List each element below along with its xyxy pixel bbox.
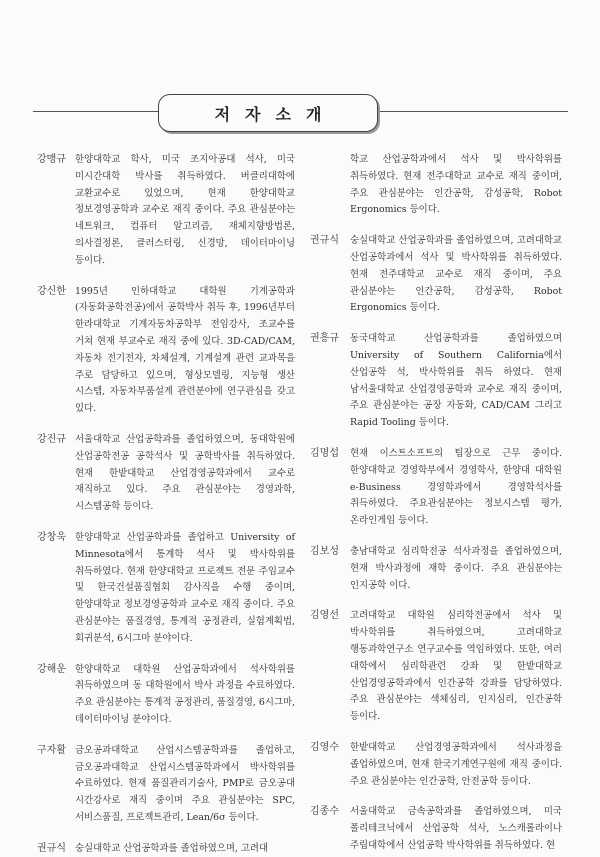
author-name: 권규식 — [37, 842, 66, 854]
section-title: 저자소개 — [214, 104, 337, 124]
author-entry — [37, 662, 295, 729]
author-bio: 숭실대학교 산업공학과를 졸업하였으며, 고려대 — [75, 842, 269, 854]
author-name: 김영선 — [310, 610, 339, 622]
author-name: 권규식 — [310, 235, 339, 247]
author-name: 김명섭 — [310, 447, 339, 459]
author-name: 구자활 — [37, 744, 66, 756]
right-column — [310, 152, 562, 855]
section-title-box — [158, 94, 378, 132]
author-bio: 숭실대학교 산업공학과를 졸업하였으며, 고려대학교 산업공학과에서 석사 및 박사학위를 취득하였다. 현재 전주대학교 교수로 재직 중이며, 주요 관심분야는 인간공학, 감성공학, Robot Ergonomics 등이다. — [350, 235, 562, 314]
author-entry-continued — [310, 152, 562, 219]
author-bio: 한양대학교 산업공학과를 졸업하고 University of Minnesota에서 통계학 석사 및 박사학위를 취득하였다. 현재 한양대학교 프로젝트 전문 주임교수 및 한국건설품질협회 감사직을 수행 중이며, 한양대학교 정보경영공학과 교수로 재직 중이다. 주요 관심분야는 품질경영, 통계적 공정관리, 실험계획법, 회귀분석, 6시그마 분야이다. — [75, 531, 295, 644]
author-name: 김종수 — [310, 806, 339, 818]
author-bio: 한양대학교 대학원 산업공학과에서 석사학위를 취득하였으며 동 대학원에서 박사 과정을 수료하였다. 주요 관심분야는 통계적 공정관리, 품질경영, 6시그마, 데이터마이닝 분야이다. — [75, 663, 295, 725]
author-bio: 현재 이스트소프트의 팀장으로 근무 중이다. 한양대학교 경영학부에서 경영학사, 한양대 대학원 e-Business 경영학과에서 경영학석사를 취득하였다. 주요관심분야는 정보시스템 평가, 온라인게임 등이다. — [350, 447, 562, 527]
author-bio: 고려대학교 대학원 심리학전공에서 석사 및 박사학위를 취득하였으며, 고려대학교 행동과학연구소 연구교수를 역임하였다. 또한, 여러 대학에서 심리학관련 강좌 및 한밭대학교 산업경영공학과에서 인간공학 강좌를 담당하였다. 주요 관심분야는 색체심리, 인지심리, 인간공학 등이다. — [350, 610, 562, 723]
author-name: 강신한 — [37, 285, 66, 297]
author-bio: 한양대학교 학사, 미국 조지아공대 석사, 미국 미시간대학 박사를 취득하였다. 버클리대학에 교환교수로 있었으며, 현재 한양대학교 정보경영공학과 교수로 재직 중이다. 주요 관심분야는 네트워크, 컴퓨터 알고리즘, 재체지향방법론, 의사결정론, 클러스터링, 신경망, 데이터마이닝 등이다. — [75, 154, 295, 266]
author-name: 권흥규 — [310, 333, 339, 345]
author-bio: 금오공과대학교 산업시스템공학과를 졸업하고, 금오공과대학교 산업시스템공학과에서 박사학위를 수료하였다. 현재 품질관리기술사, PMP로 금오공대 시간강사로 재직 중이며 주요 관심분야는 SPC, 서비스품질, 프로젝트관리, Lean/6σ 등이다. — [75, 744, 295, 823]
author-entry — [310, 804, 562, 854]
author-entry — [310, 233, 562, 317]
author-bio: 서울대학교 금속공학과를 졸업하였으며, 미국 폴리테크닉에서 산업공학 석사, 노스캐롤라이나 주립대학에서 산업공학 박사학위를 취득하였다. 현 — [350, 806, 562, 851]
author-name: 강진규 — [37, 433, 66, 445]
left-column — [37, 152, 295, 857]
author-entry — [310, 446, 562, 530]
author-name: 김보성 — [310, 545, 339, 557]
author-bio: 학교 산업공학과에서 석사 및 박사학위를 취득하였다. 현재 전주대학교 교수로 재직 중이며, 주요 관심분야는 인간공학, 감성공학, Robot Ergonomics 등이다. — [350, 154, 562, 216]
author-entry — [37, 841, 295, 857]
author-entry — [37, 432, 295, 516]
author-bio: 한밭대학교 산업경영공학과에서 석사과정을 졸업하였으며, 현재 한국기계연구원에 재직 중이다. 주요 관심분야는 인간공학, 안전공학 등이다. — [350, 741, 562, 787]
author-name: 강창욱 — [37, 531, 66, 543]
author-entry — [310, 331, 562, 432]
author-bio: 서울대학교 산업공학과를 졸업하였으며, 동대학원에 산업공학전공 공학석사 및 공학박사를 취득하였다. 현재 한밭대학교 산업경영공학과에서 교수로 재직하고 있다. 주요 관심분야는 경영과학, 시스템공학 등이다. — [75, 433, 295, 513]
author-bio: 1995년 인하대학교 대학원 기계공학과(자동화공학전공)에서 공학박사 취득 후, 1996년부터 한라대학교 기계자동차공학부 전임강사, 조교수를 거쳐 현재 부교수로 재직 중에 있다. 3D-CAD/CAM, 자동차 전기전자, 차체설계, 기계설계 관련 교과목을 주로 담당하고 있으며, 형상모델링, 지능형 생산 시스템, 자동차부품설계 관련분야에 연구관심을 갖고 있다. — [75, 285, 295, 415]
author-bio: 동국대학교 산업공학과를 졸업하였으며 University of Southern California에서 산업공학 석, 박사학위를 취득 하였다. 현재 남서울대학교 산업경영공학과 교수로 재직 중이며, 주요 관심분야는 공장 자동화, CAD/CAM 그리고 Rapid Tooling 등이다. — [350, 333, 562, 429]
author-entry — [310, 608, 562, 726]
author-name: 강해운 — [37, 663, 66, 675]
author-bio: 충남대학교 심리학전공 석사과정을 졸업하였으며, 현재 박사과정에 재학 중이다. 주요 관심분야는 인지공학 이다. — [350, 545, 562, 591]
author-entry — [310, 544, 562, 594]
author-entry — [37, 152, 295, 270]
author-entry — [37, 530, 295, 648]
author-name: 김영수 — [310, 741, 339, 753]
author-name: 강맹규 — [37, 154, 66, 165]
author-entry — [37, 743, 295, 827]
author-name — [310, 152, 350, 219]
author-entry — [310, 740, 562, 790]
author-entry — [37, 284, 295, 418]
